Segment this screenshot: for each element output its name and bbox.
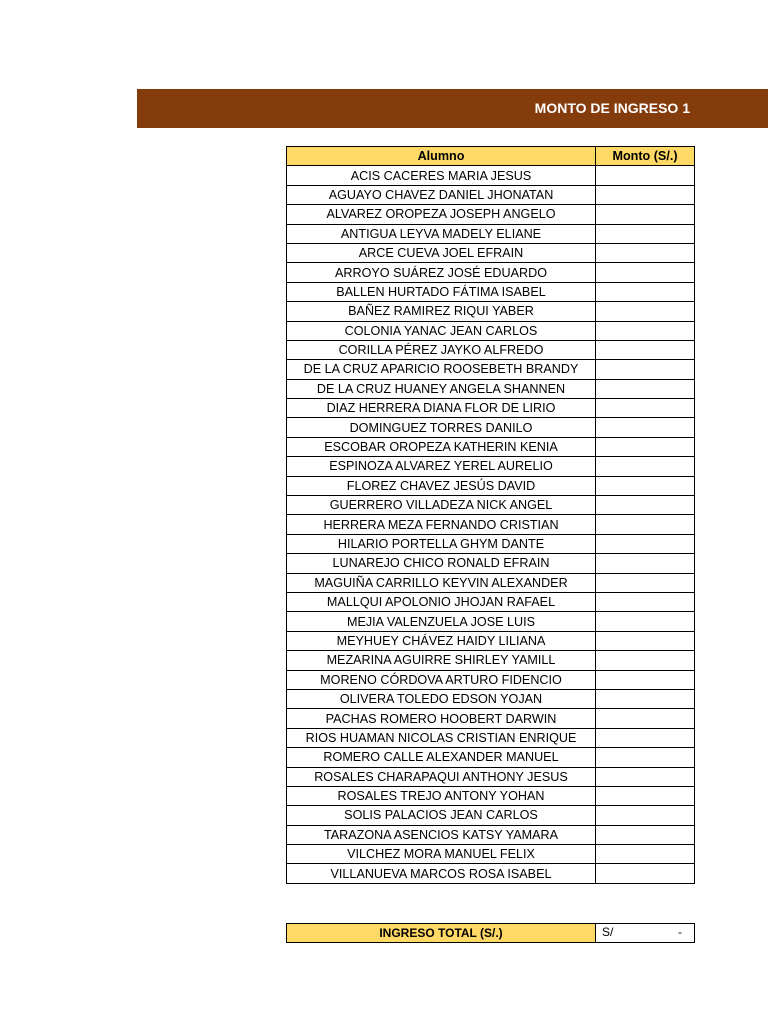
student-name-cell[interactable]: ANTIGUA LEYVA MADELY ELIANE <box>287 224 596 243</box>
student-name-cell[interactable]: LUNAREJO CHICO RONALD EFRAIN <box>287 554 596 573</box>
student-name-cell[interactable]: VILCHEZ MORA MANUEL FELIX <box>287 845 596 864</box>
amount-cell[interactable] <box>596 418 695 437</box>
amount-cell[interactable] <box>596 709 695 728</box>
table-body <box>287 166 695 883</box>
total-row <box>287 924 695 943</box>
currency-symbol: S/ <box>602 925 614 939</box>
student-name-cell[interactable]: ROSALES TREJO ANTONY YOHAN <box>287 786 596 805</box>
student-name-cell[interactable]: BAÑEZ RAMIREZ RIQUI YABER <box>287 302 596 321</box>
student-name-cell[interactable]: ROMERO CALLE ALEXANDER MANUEL <box>287 748 596 767</box>
student-name-cell[interactable]: CORILLA PÉREZ JAYKO ALFREDO <box>287 340 596 359</box>
amount-cell[interactable] <box>596 379 695 398</box>
student-name-cell[interactable]: MORENO CÓRDOVA ARTURO FIDENCIO <box>287 670 596 689</box>
amount-cell[interactable] <box>596 631 695 650</box>
amount-cell[interactable] <box>596 399 695 418</box>
student-name-cell[interactable]: ESCOBAR OROPEZA KATHERIN KENIA <box>287 437 596 456</box>
table-row <box>287 864 695 883</box>
total-value-cell[interactable] <box>596 924 695 943</box>
table-row <box>287 631 695 650</box>
student-name-cell[interactable]: HILARIO PORTELLA GHYM DANTE <box>287 534 596 553</box>
amount-cell[interactable] <box>596 534 695 553</box>
table-row <box>287 399 695 418</box>
student-name-cell[interactable]: MALLQUI APOLONIO JHOJAN RAFAEL <box>287 592 596 611</box>
amount-cell[interactable] <box>596 573 695 592</box>
table-row <box>287 592 695 611</box>
table-row <box>287 748 695 767</box>
student-name-cell[interactable]: GUERRERO VILLADEZA NICK ANGEL <box>287 496 596 515</box>
amount-cell[interactable] <box>596 185 695 204</box>
student-name-cell[interactable]: DE LA CRUZ HUANEY ANGELA SHANNEN <box>287 379 596 398</box>
student-name-cell[interactable]: ALVAREZ OROPEZA JOSEPH ANGELO <box>287 205 596 224</box>
student-name-cell[interactable]: DOMINGUEZ TORRES DANILO <box>287 418 596 437</box>
amount-cell[interactable] <box>596 767 695 786</box>
table-row <box>287 302 695 321</box>
student-name-cell[interactable]: TARAZONA ASENCIOS KATSY YAMARA <box>287 825 596 844</box>
student-name-cell[interactable]: MEJIA VALENZUELA JOSE LUIS <box>287 612 596 631</box>
amount-cell[interactable] <box>596 806 695 825</box>
amount-cell[interactable] <box>596 340 695 359</box>
amount-cell[interactable] <box>596 670 695 689</box>
table-row <box>287 515 695 534</box>
table-row <box>287 651 695 670</box>
student-name-cell[interactable]: ARCE CUEVA JOEL EFRAIN <box>287 243 596 262</box>
amount-cell[interactable] <box>596 748 695 767</box>
student-name-cell[interactable]: DE LA CRUZ APARICIO ROOSEBETH BRANDY <box>287 360 596 379</box>
amount-cell[interactable] <box>596 496 695 515</box>
table-row <box>287 573 695 592</box>
table-row <box>287 224 695 243</box>
amount-cell[interactable] <box>596 437 695 456</box>
student-name-cell[interactable]: ARROYO SUÁREZ JOSÉ EDUARDO <box>287 263 596 282</box>
student-name-cell[interactable]: ESPINOZA ALVAREZ YEREL AURELIO <box>287 457 596 476</box>
student-name-cell[interactable]: ROSALES CHARAPAQUI ANTHONY JESUS <box>287 767 596 786</box>
student-name-cell[interactable]: MEZARINA AGUIRRE SHIRLEY YAMILL <box>287 651 596 670</box>
table-row <box>287 437 695 456</box>
amount-cell[interactable] <box>596 864 695 883</box>
amount-cell[interactable] <box>596 282 695 301</box>
student-name-cell[interactable]: SOLIS PALACIOS JEAN CARLOS <box>287 806 596 825</box>
table-row <box>287 554 695 573</box>
amount-cell[interactable] <box>596 592 695 611</box>
table-row <box>287 243 695 262</box>
student-name-cell[interactable]: VILLANUEVA MARCOS ROSA ISABEL <box>287 864 596 883</box>
table-row <box>287 709 695 728</box>
student-name-cell[interactable]: MAGUIÑA CARRILLO KEYVIN ALEXANDER <box>287 573 596 592</box>
student-name-cell[interactable]: COLONIA YANAC JEAN CARLOS <box>287 321 596 340</box>
table-row <box>287 806 695 825</box>
amount-cell[interactable] <box>596 166 695 185</box>
student-name-cell[interactable]: MEYHUEY CHÁVEZ HAIDY LILIANA <box>287 631 596 650</box>
student-name-cell[interactable]: ACIS CACERES MARIA JESUS <box>287 166 596 185</box>
amount-cell[interactable] <box>596 321 695 340</box>
amount-cell[interactable] <box>596 476 695 495</box>
amount-cell[interactable] <box>596 205 695 224</box>
table-row <box>287 534 695 553</box>
amount-cell[interactable] <box>596 786 695 805</box>
table-row <box>287 205 695 224</box>
amount-cell[interactable] <box>596 302 695 321</box>
total-label: INGRESO TOTAL (S/.) <box>287 924 596 943</box>
student-name-cell[interactable]: PACHAS ROMERO HOOBERT DARWIN <box>287 709 596 728</box>
table-row <box>287 612 695 631</box>
table-row <box>287 728 695 747</box>
student-name-cell[interactable]: DIAZ HERRERA DIANA FLOR DE LIRIO <box>287 399 596 418</box>
title-banner <box>137 89 768 128</box>
page-title: MONTO DE INGRESO 1 <box>534 100 690 116</box>
amount-cell[interactable] <box>596 689 695 708</box>
table-row <box>287 670 695 689</box>
amount-cell[interactable] <box>596 845 695 864</box>
student-name-cell[interactable]: AGUAYO CHAVEZ DANIEL JHONATAN <box>287 185 596 204</box>
amount-cell[interactable] <box>596 651 695 670</box>
amount-cell[interactable] <box>596 263 695 282</box>
table-row <box>287 418 695 437</box>
table-row <box>287 360 695 379</box>
amount-cell[interactable] <box>596 360 695 379</box>
column-header-student: Alumno <box>287 147 596 166</box>
table-row <box>287 263 695 282</box>
amount-cell[interactable] <box>596 612 695 631</box>
student-name-cell[interactable]: FLOREZ CHAVEZ JESÚS DAVID <box>287 476 596 495</box>
table-row <box>287 282 695 301</box>
table-row <box>287 496 695 515</box>
column-header-amount: Monto (S/.) <box>596 147 695 166</box>
table-row <box>287 825 695 844</box>
table-row <box>287 767 695 786</box>
table-row <box>287 321 695 340</box>
amount-cell[interactable] <box>596 224 695 243</box>
amount-cell[interactable] <box>596 243 695 262</box>
table-row <box>287 185 695 204</box>
amount-cell[interactable] <box>596 554 695 573</box>
amount-cell[interactable] <box>596 728 695 747</box>
table-row <box>287 476 695 495</box>
student-amount-table <box>286 146 695 884</box>
table-row <box>287 166 695 185</box>
table-row <box>287 689 695 708</box>
table-row <box>287 457 695 476</box>
amount-cell[interactable] <box>596 825 695 844</box>
amount-cell[interactable] <box>596 457 695 476</box>
student-name-cell[interactable]: HERRERA MEZA FERNANDO CRISTIAN <box>287 515 596 534</box>
table-row <box>287 379 695 398</box>
student-name-cell[interactable]: RIOS HUAMAN NICOLAS CRISTIAN ENRIQUE <box>287 728 596 747</box>
table-row <box>287 786 695 805</box>
amount-cell[interactable] <box>596 515 695 534</box>
table-row <box>287 340 695 359</box>
table-header-row <box>287 147 695 166</box>
total-amount: - <box>678 925 682 939</box>
student-name-cell[interactable]: BALLEN HURTADO FÁTIMA ISABEL <box>287 282 596 301</box>
table-row <box>287 845 695 864</box>
student-name-cell[interactable]: OLIVERA TOLEDO EDSON YOJAN <box>287 689 596 708</box>
total-table <box>286 923 695 943</box>
